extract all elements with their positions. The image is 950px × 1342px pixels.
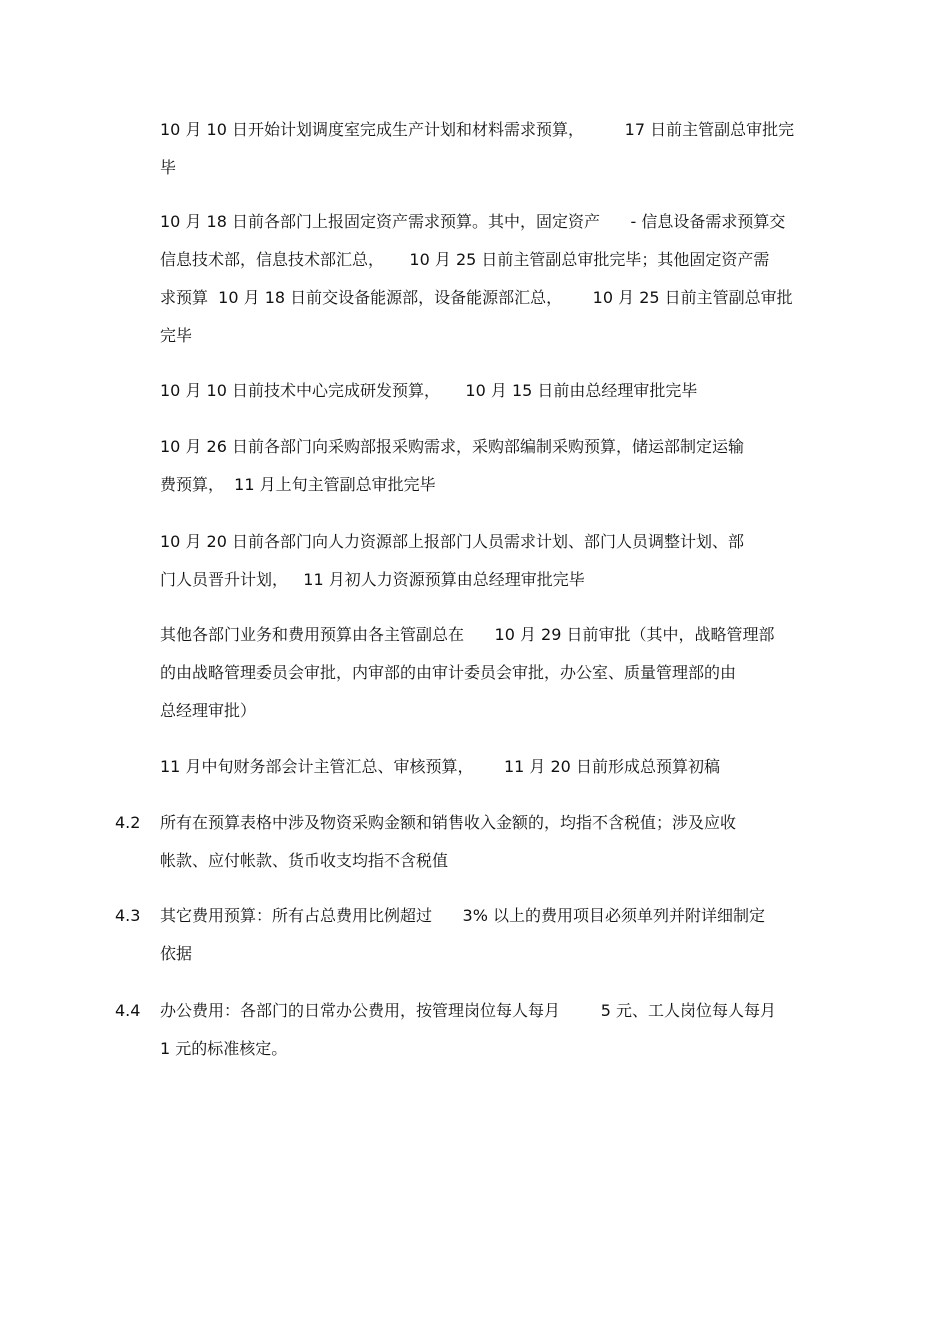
text-line: 求预算 10 月 18 日前交设备能源部，设备能源部汇总， 10 月 25 日前主管副总审批 xyxy=(160,288,793,307)
text-line: 总经理审批） xyxy=(160,701,257,720)
schedule-item-fixed-assets xyxy=(160,203,850,355)
text-line: 费预算， 11 月上旬主管副总审批完毕 xyxy=(160,475,436,494)
schedule-item-finance-summary xyxy=(160,748,850,786)
text-line: 10 月 20 日前各部门向人力资源部上报部门人员需求计划、部门人员调整计划、部 xyxy=(160,532,744,551)
section-4-2 xyxy=(115,804,850,880)
text-line: 帐款、应付帐款、货币收支均指不含税值 xyxy=(160,851,449,870)
text-line: 其它费用预算：所有占总费用比例超过 3% 以上的费用项目必须单列并附详细制定 xyxy=(160,906,765,925)
text-line: 10 月 26 日前各部门向采购部报采购需求，采购部编制采购预算，储运部制定运输 xyxy=(160,437,744,456)
schedule-item-hr-budget xyxy=(160,523,850,599)
text-line: 10 月 18 日前各部门上报固定资产需求预算。其中，固定资产 - 信息设备需求预算交 xyxy=(160,212,786,231)
text-line: 10 月 10 日开始计划调度室完成生产计划和材料需求预算， 17 日前主管副总审批完 xyxy=(160,120,795,139)
section-4-4 xyxy=(115,992,850,1068)
text-line: 11 月中旬财务部会计主管汇总、审核预算， 11 月 20 日前形成总预算初稿 xyxy=(160,757,720,776)
schedule-item-production-plan xyxy=(160,111,850,187)
text-line: 办公费用：各部门的日常办公费用，按管理岗位每人每月 5 元、工人岗位每人每月 xyxy=(160,1001,776,1020)
text-line: 10 月 10 日前技术中心完成研发预算， 10 月 15 日前由总经理审批完毕 xyxy=(160,381,698,400)
text-line: 门人员晋升计划， 11 月初人力资源预算由总经理审批完毕 xyxy=(160,570,585,589)
schedule-item-rd-budget xyxy=(160,372,850,410)
text-line: 其他各部门业务和费用预算由各主管副总在 10 月 29 日前审批（其中，战略管理部 xyxy=(160,625,775,644)
text-line: 毕 xyxy=(160,158,177,177)
text-line: 依据 xyxy=(160,944,193,963)
schedule-item-other-budgets xyxy=(160,616,850,730)
text-line: 完毕 xyxy=(160,326,193,345)
text-line: 所有在预算表格中涉及物资采购金额和销售收入金额的，均指不含税值；涉及应收 xyxy=(160,813,737,832)
schedule-item-procurement xyxy=(160,428,850,504)
text-line: 的由战略管理委员会审批，内审部的由审计委员会审批，办公室、质量管理部的由 xyxy=(160,663,737,682)
section-4-3 xyxy=(115,897,850,973)
text-line: 1 元的标准核定。 xyxy=(160,1039,288,1058)
text-line: 信息技术部，信息技术部汇总， 10 月 25 日前主管副总审批完毕；其他固定资产需 xyxy=(160,250,770,269)
section-number: 4.2 xyxy=(115,813,141,832)
section-number: 4.4 xyxy=(115,1001,141,1020)
section-number: 4.3 xyxy=(115,906,141,925)
